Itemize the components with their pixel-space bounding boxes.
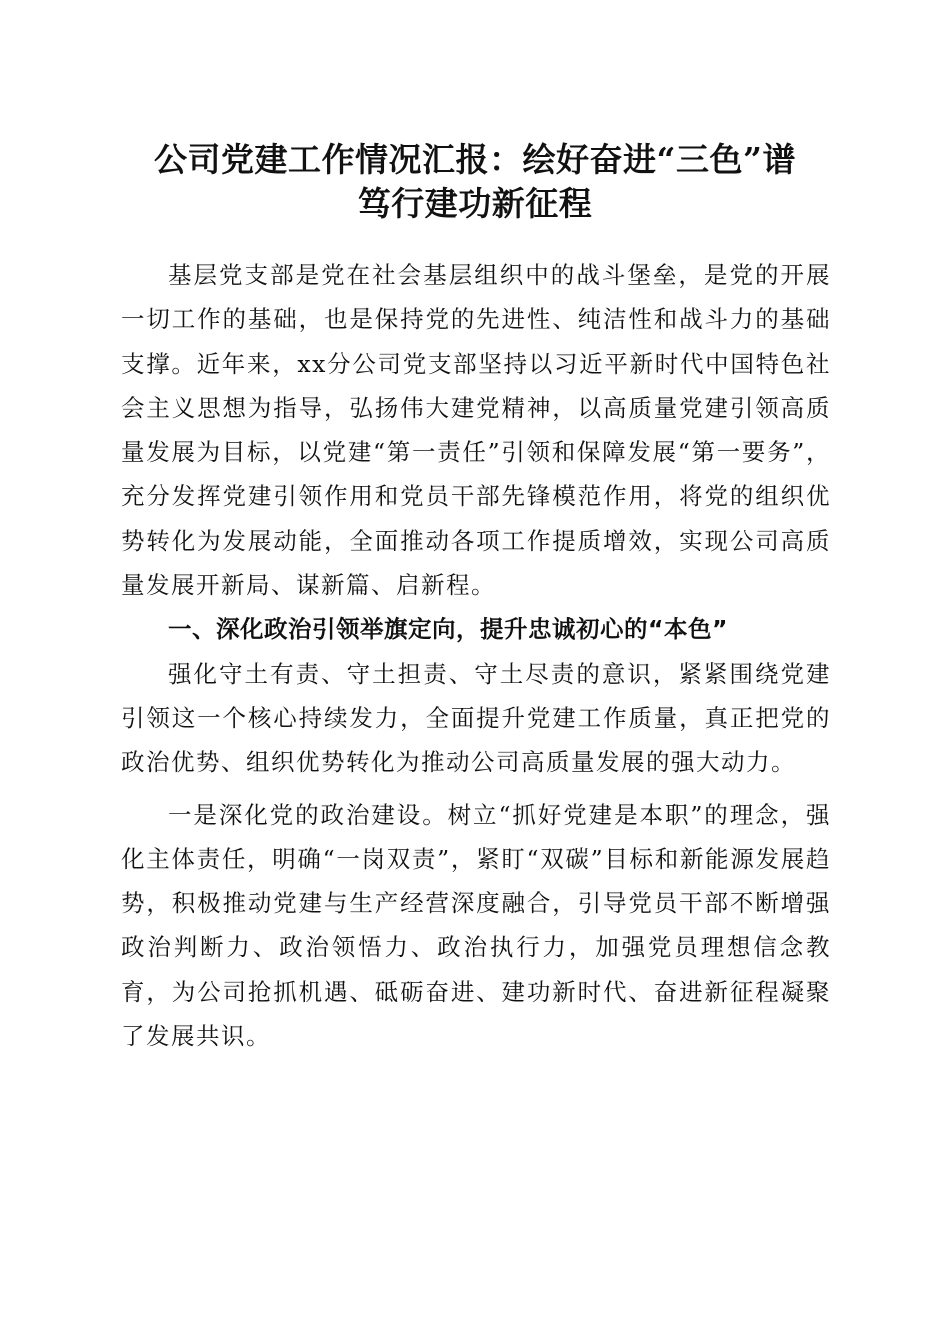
intro-paragraph: 基层党支部是党在社会基层组织中的战斗堡垒，是党的开展一切工作的基础，也是保持党的先进性、纯洁性和战斗力的基础支撑。近年来，xx分公司党支部坚持以习近平新时代中国特色社会主义思想为指导，弘扬伟大建党精神，以高质量党建引领高质量发展为目标，以党建“第一责任”引领和保障发展“第一要务”，充分发挥党建引领作用和党员干部先锋模范作用，将党的组织优势转化为发展动能，全面推动各项工作提质增效，实现公司高质量发展开新局、谋新篇、启新程。 (121, 261, 831, 600)
document-body (121, 253, 831, 1058)
point-1-paragraph: 一是深化党的政治建设。树立“抓好党建是本职”的理念，强化主体责任，明确“一岗双责”，紧盯“双碳”目标和新能源发展趋势，积极推动党建与生产经营深度融合，引导党员干部不断增强政治判断力、政治领悟力、政治执行力，加强党员理想信念教育，为公司抢抓机遇、砥砺奋进、建功新时代、奋进新征程凝聚了发展共识。 (121, 800, 831, 1051)
document-title (110, 138, 840, 226)
title-line-1: 公司党建工作情况汇报：绘好奋进“三色”谱 (154, 140, 796, 179)
paragraph-gap (121, 785, 831, 793)
section-1-paragraph: 强化守土有责、守土担责、守土尽责的意识，紧紧围绕党建引领这一个核心持续发力，全面提升党建工作质量，真正把党的政治优势、组织优势转化为推动公司高质量发展的强大动力。 (121, 659, 831, 777)
section-1-heading: 一、深化政治引领举旗定向，提升忠诚初心的“本色” (168, 615, 728, 644)
title-line-2: 笃行建功新征程 (357, 184, 593, 223)
